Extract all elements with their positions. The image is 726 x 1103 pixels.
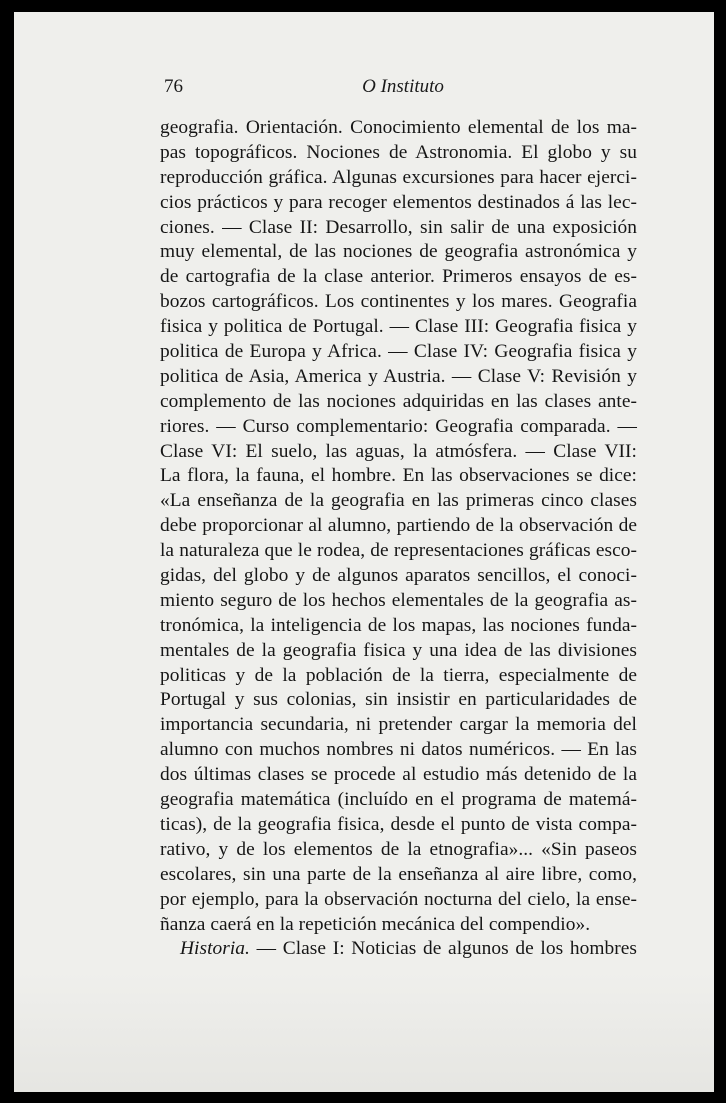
body-text bbox=[160, 116, 637, 962]
text-line: importancia secundaria, ni pretender cargar la memoria del bbox=[160, 714, 637, 736]
text-line: gidas, del globo y de algunos aparatos sencillos, el conoci- bbox=[160, 565, 637, 587]
text-line: riores. — Curso complementario: Geografia comparada. — bbox=[160, 415, 637, 437]
text-line: Portugal y sus colonias, sin insistir en particularidades de bbox=[160, 689, 637, 711]
text-line: rativo, y de los elementos de la etnografia»... «Sin paseos bbox=[160, 838, 637, 860]
text-line: geografia matemática (incluído en el programa de matemá- bbox=[160, 789, 637, 811]
text-line: ciones. — Clase II: Desarrollo, sin salir de una exposición bbox=[160, 216, 637, 238]
text-line: ñanza caerá en la repetición mecánica del compendio». bbox=[160, 913, 591, 935]
text-line: complemento de las nociones adquiridas en las clases ante- bbox=[160, 390, 637, 412]
text-line: politicas y de la población de la tierra, especialmente de bbox=[160, 664, 637, 686]
text-line: miento seguro de los hechos elementales de la geografia as- bbox=[160, 589, 637, 611]
text-line: de cartografia de la clase anterior. Primeros ensayos de es- bbox=[160, 266, 637, 288]
text-line: tronómica, la inteligencia de los mapas, las nociones funda- bbox=[160, 614, 637, 636]
text-line: cios prácticos y para recoger elementos destinados á las lec- bbox=[160, 191, 637, 213]
text-line: debe proporcionar al alumno, partiendo de la observación de bbox=[160, 515, 637, 537]
text-line: politica de Asia, America y Austria. — Clase V: Revisión y bbox=[160, 365, 637, 387]
book-page bbox=[14, 12, 714, 1092]
text-line: pas topográficos. Nociones de Astronomia. El globo y su bbox=[160, 141, 637, 163]
page-number: 76 bbox=[164, 76, 183, 97]
text-line: la naturaleza que le rodea, de representaciones gráficas esco- bbox=[160, 540, 637, 562]
text-line: politica de Europa y Africa. — Clase IV: Geografia fisica y bbox=[160, 341, 637, 363]
text-line: bozos cartográficos. Los continentes y los mares. Geografia bbox=[160, 291, 637, 313]
text-line: muy elemental, de las nociones de geografia astronómica y bbox=[160, 241, 637, 263]
text-line: geografia. Orientación. Conocimiento elemental de los ma- bbox=[160, 117, 637, 138]
text-line: fisica y politica de Portugal. — Clase III: Geografia fisica y bbox=[160, 316, 637, 338]
section-heading-historia: Historia. bbox=[180, 938, 250, 960]
text-line: escolares, sin una parte de la enseñanza al aire libre, como, bbox=[160, 863, 637, 885]
text-line: mentales de la geografia fisica y una idea de las divisiones bbox=[160, 639, 637, 661]
text-line: «La enseñanza de la geografia en las primeras cinco clases bbox=[160, 490, 637, 512]
text-line: por ejemplo, para la observación nocturna del cielo, la ense- bbox=[160, 888, 637, 910]
text-line: La flora, la fauna, el hombre. En las observaciones se dice: bbox=[160, 465, 637, 487]
text-line: reproducción gráfica. Algunas excursiones para hacer ejerci- bbox=[160, 166, 637, 188]
text-line: ticas), de la geografia fisica, desde el punto de vista compa- bbox=[160, 813, 637, 835]
text-line-final bbox=[160, 937, 637, 962]
page-header bbox=[164, 76, 642, 102]
text-line: alumno con muchos nombres ni datos numéricos. — En las bbox=[160, 739, 637, 761]
final-line-text: — Clase I: Noticias de algunos de los hombres bbox=[249, 938, 637, 960]
text-line: Clase VI: El suelo, las aguas, la atmósfera. — Clase VII: bbox=[160, 440, 637, 462]
text-line: dos últimas clases se procede al estudio más detenido de la bbox=[160, 764, 637, 786]
running-title: O Instituto bbox=[362, 76, 444, 97]
